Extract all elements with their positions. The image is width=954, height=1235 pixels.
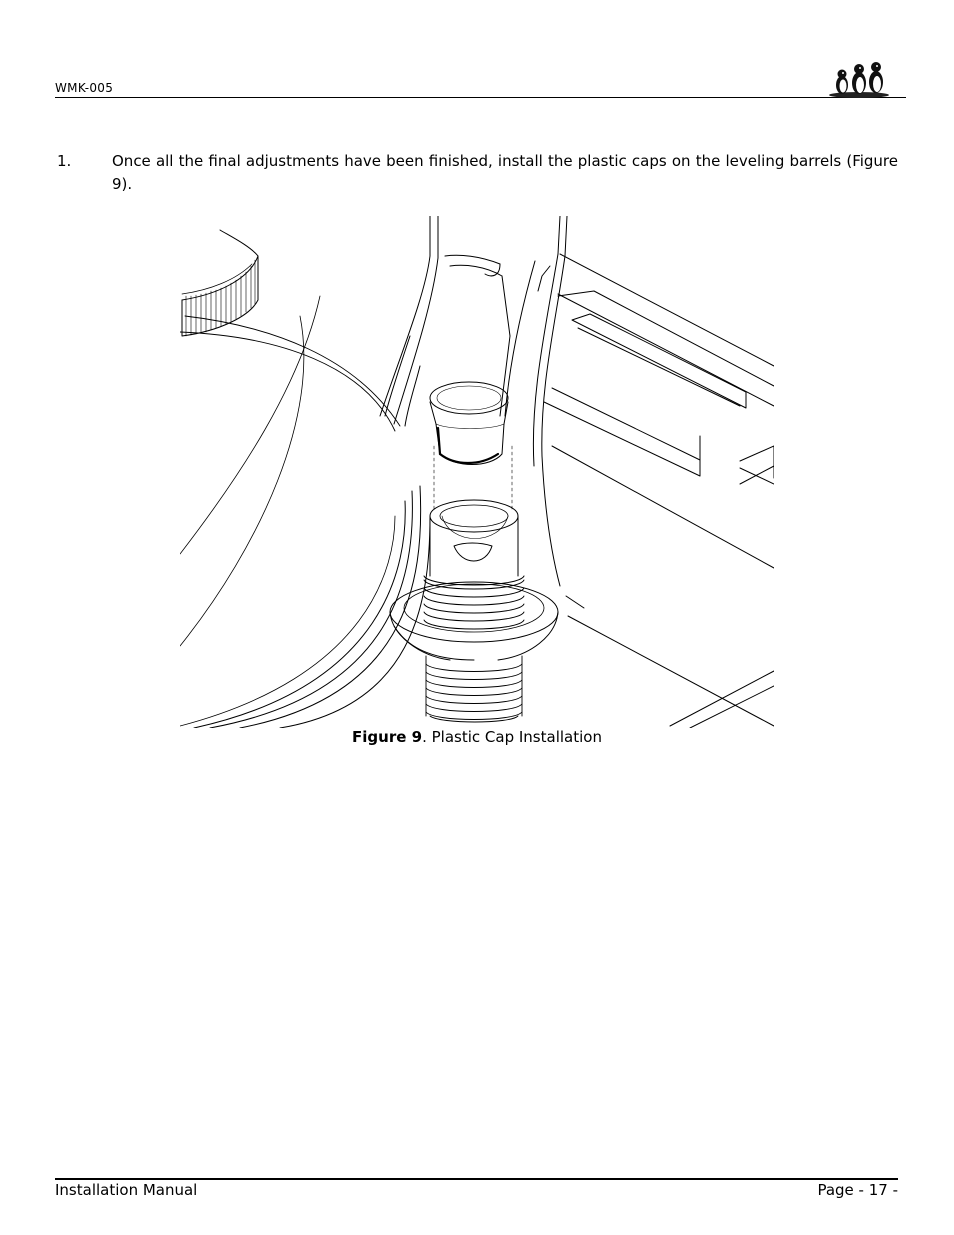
figure-caption-text: . Plastic Cap Installation xyxy=(422,728,602,746)
footer-rule xyxy=(55,1178,898,1180)
header-rule xyxy=(55,97,906,98)
document-id: WMK-005 xyxy=(55,81,114,95)
figure-caption xyxy=(0,728,954,746)
footer-manual-title: Installation Manual xyxy=(55,1181,198,1199)
plastic-cap-installation-drawing xyxy=(180,216,774,728)
step-text: Once all the final adjustments have been finished, install the plastic caps on the leveling barrels (Figure 9). xyxy=(112,152,898,193)
figure-caption-label: Figure 9 xyxy=(352,728,423,746)
penguins-logo-icon xyxy=(828,58,890,98)
footer-page-number: Page - 17 - xyxy=(817,1181,898,1199)
step-number: 1. xyxy=(57,152,72,170)
